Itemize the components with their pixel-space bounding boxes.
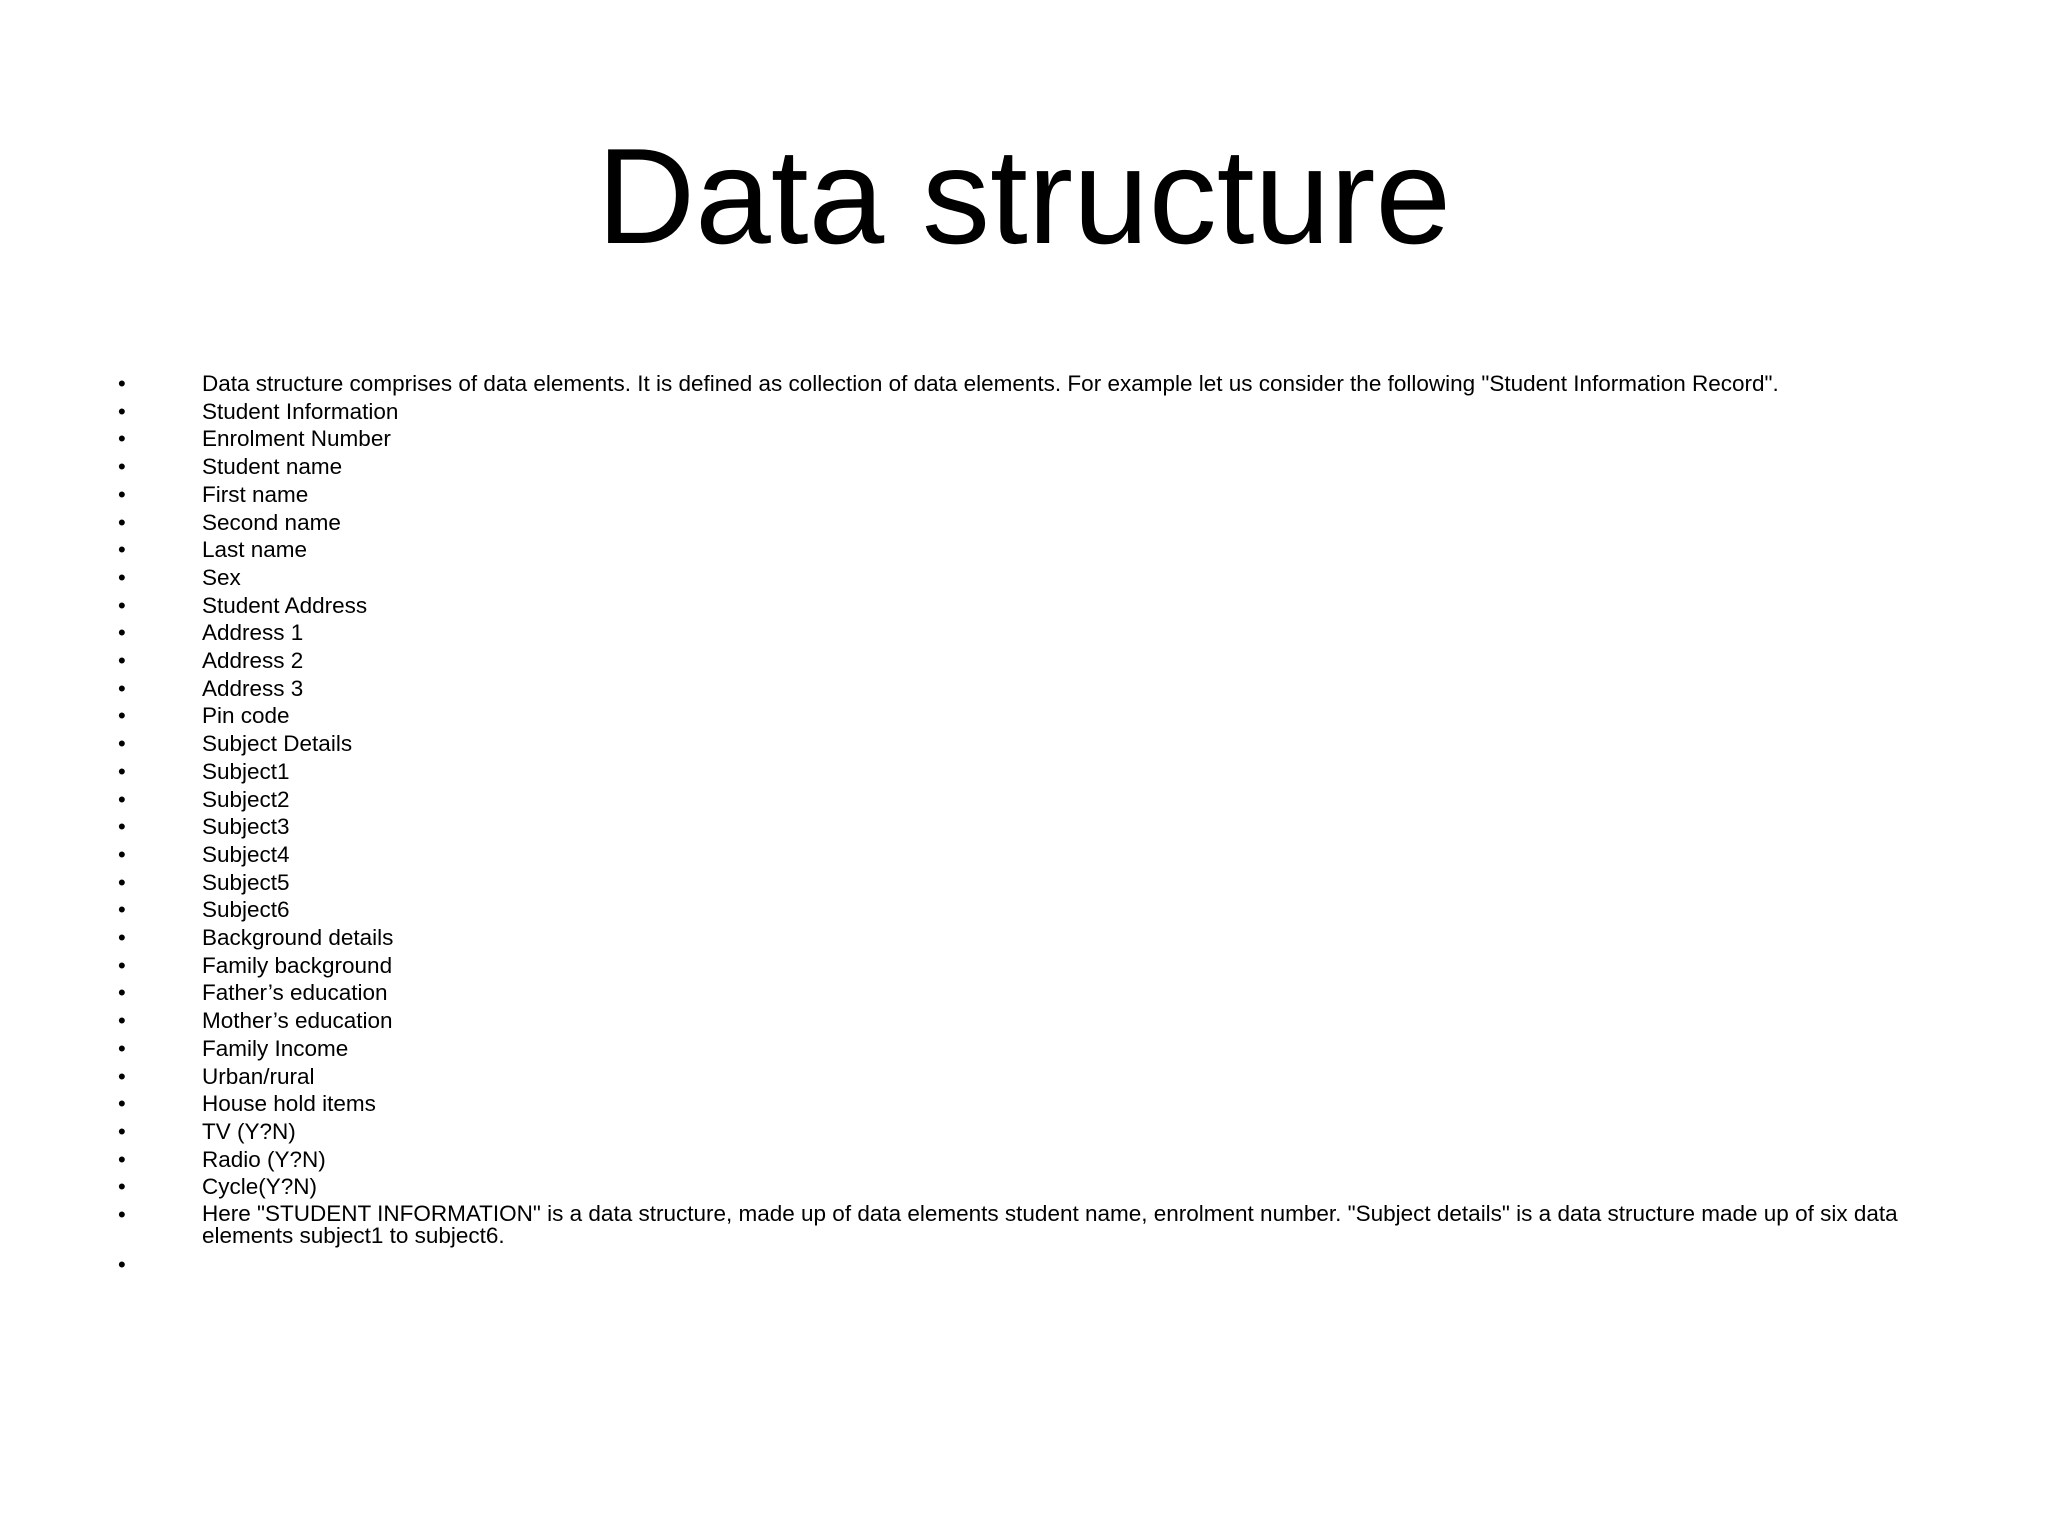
bullet-icon: • [118,426,126,452]
bullet-icon: • [118,537,126,563]
bullet-icon: • [118,454,126,480]
list-item-text: House hold items [202,1091,376,1117]
list-item [118,896,1918,924]
list-item-text: Subject Details [202,731,353,757]
list-item-text: Family Income [202,1035,349,1061]
list-item-text: Address 2 [202,648,304,674]
list-item [118,509,1918,537]
list-item [118,1063,1918,1091]
list-item-text: Subject2 [202,786,290,812]
bullet-icon: • [118,592,126,618]
list-item [118,841,1918,869]
bullet-icon: • [118,481,126,507]
list-item [118,1007,1918,1035]
bullet-icon: • [118,1252,126,1278]
bullet-icon: • [118,564,126,590]
list-item-text: Data structure comprises of data elements. It is defined as collection of data elements. For example let us consider the following "Student Information Record". [202,371,1779,396]
list-item-text: Pin code [202,703,290,729]
list-item-text: TV (Y?N) [202,1118,296,1144]
bullet-icon: • [118,398,126,424]
bullet-list [118,370,1918,1279]
list-item-text: Student Information [202,398,399,424]
list-item [118,619,1918,647]
list-item-text: Family background [202,952,393,978]
list-item [118,952,1918,980]
bullet-icon: • [118,952,126,978]
bullet-icon: • [118,703,126,729]
bullet-icon: • [118,731,126,757]
list-item [118,481,1918,509]
bullet-icon: • [118,620,126,646]
list-item [118,730,1918,758]
bullet-icon: • [118,1146,126,1172]
list-item-text: Cycle(Y?N) [202,1174,318,1200]
slide-title: Data structure [596,120,1452,272]
bullet-icon: • [118,1063,126,1089]
list-item [118,453,1918,481]
list-item-text: Last name [202,537,308,563]
list-item [118,924,1918,952]
list-item [118,1118,1918,1146]
list-item [118,758,1918,786]
list-item [118,398,1918,426]
list-item [118,1090,1918,1118]
list-item-text: Address 3 [202,675,304,701]
list-item-text: Subject3 [202,814,290,840]
list-item-text: Here "STUDENT INFORMATION" is a data structure, made up of data elements student name, enrolment number. "Subject details" is a data structure made up of six data elements subject1 to subject6. [202,1201,1898,1249]
list-item-text: Father’s education [202,980,388,1006]
list-item [118,702,1918,730]
bullet-icon: • [118,980,126,1006]
list-item [118,647,1918,675]
list-item [118,979,1918,1007]
list-item [118,370,1918,398]
list-item [118,564,1918,592]
list-item-text: Second name [202,509,341,535]
bullet-icon: • [118,648,126,674]
list-item [118,1251,1918,1279]
list-item [118,786,1918,814]
bullet-icon: • [118,758,126,784]
list-item-text: Enrolment Number [202,426,391,452]
list-item [118,675,1918,703]
bullet-icon: • [118,925,126,951]
bullet-icon: • [118,841,126,867]
list-item-text: First name [202,481,309,507]
bullet-icon: • [118,371,126,396]
list-item-text: Urban/rural [202,1063,315,1089]
bullet-icon: • [118,1035,126,1061]
list-item-text: Subject4 [202,841,290,867]
list-item-text: Subject6 [202,897,290,923]
list-item-text: Mother’s education [202,1008,393,1034]
bullet-icon: • [118,1202,126,1228]
bullet-icon: • [118,675,126,701]
list-item [118,813,1918,841]
bullet-icon: • [118,786,126,812]
bullet-icon: • [118,1008,126,1034]
bullet-icon: • [118,897,126,923]
bullet-icon: • [118,509,126,535]
list-item-text: Student name [202,454,343,480]
bullet-icon: • [118,1118,126,1144]
list-item-text: Sex [202,564,241,590]
list-item [118,869,1918,897]
list-item-text: Subject1 [202,758,290,784]
list-item [118,425,1918,453]
bullet-icon: • [118,1174,126,1200]
bullet-icon: • [118,869,126,895]
list-item [118,1173,1918,1201]
list-item [118,536,1918,564]
list-item-text: Student Address [202,592,368,618]
list-item-text: Address 1 [202,620,304,646]
list-item [118,1035,1918,1063]
bullet-icon: • [118,1091,126,1117]
list-item [118,1146,1918,1174]
list-item [118,592,1918,620]
list-item-text: Background details [202,925,394,951]
list-item-text: Subject5 [202,869,290,895]
list-item-text: Radio (Y?N) [202,1146,326,1172]
list-item [118,1201,1918,1251]
bullet-icon: • [118,814,126,840]
